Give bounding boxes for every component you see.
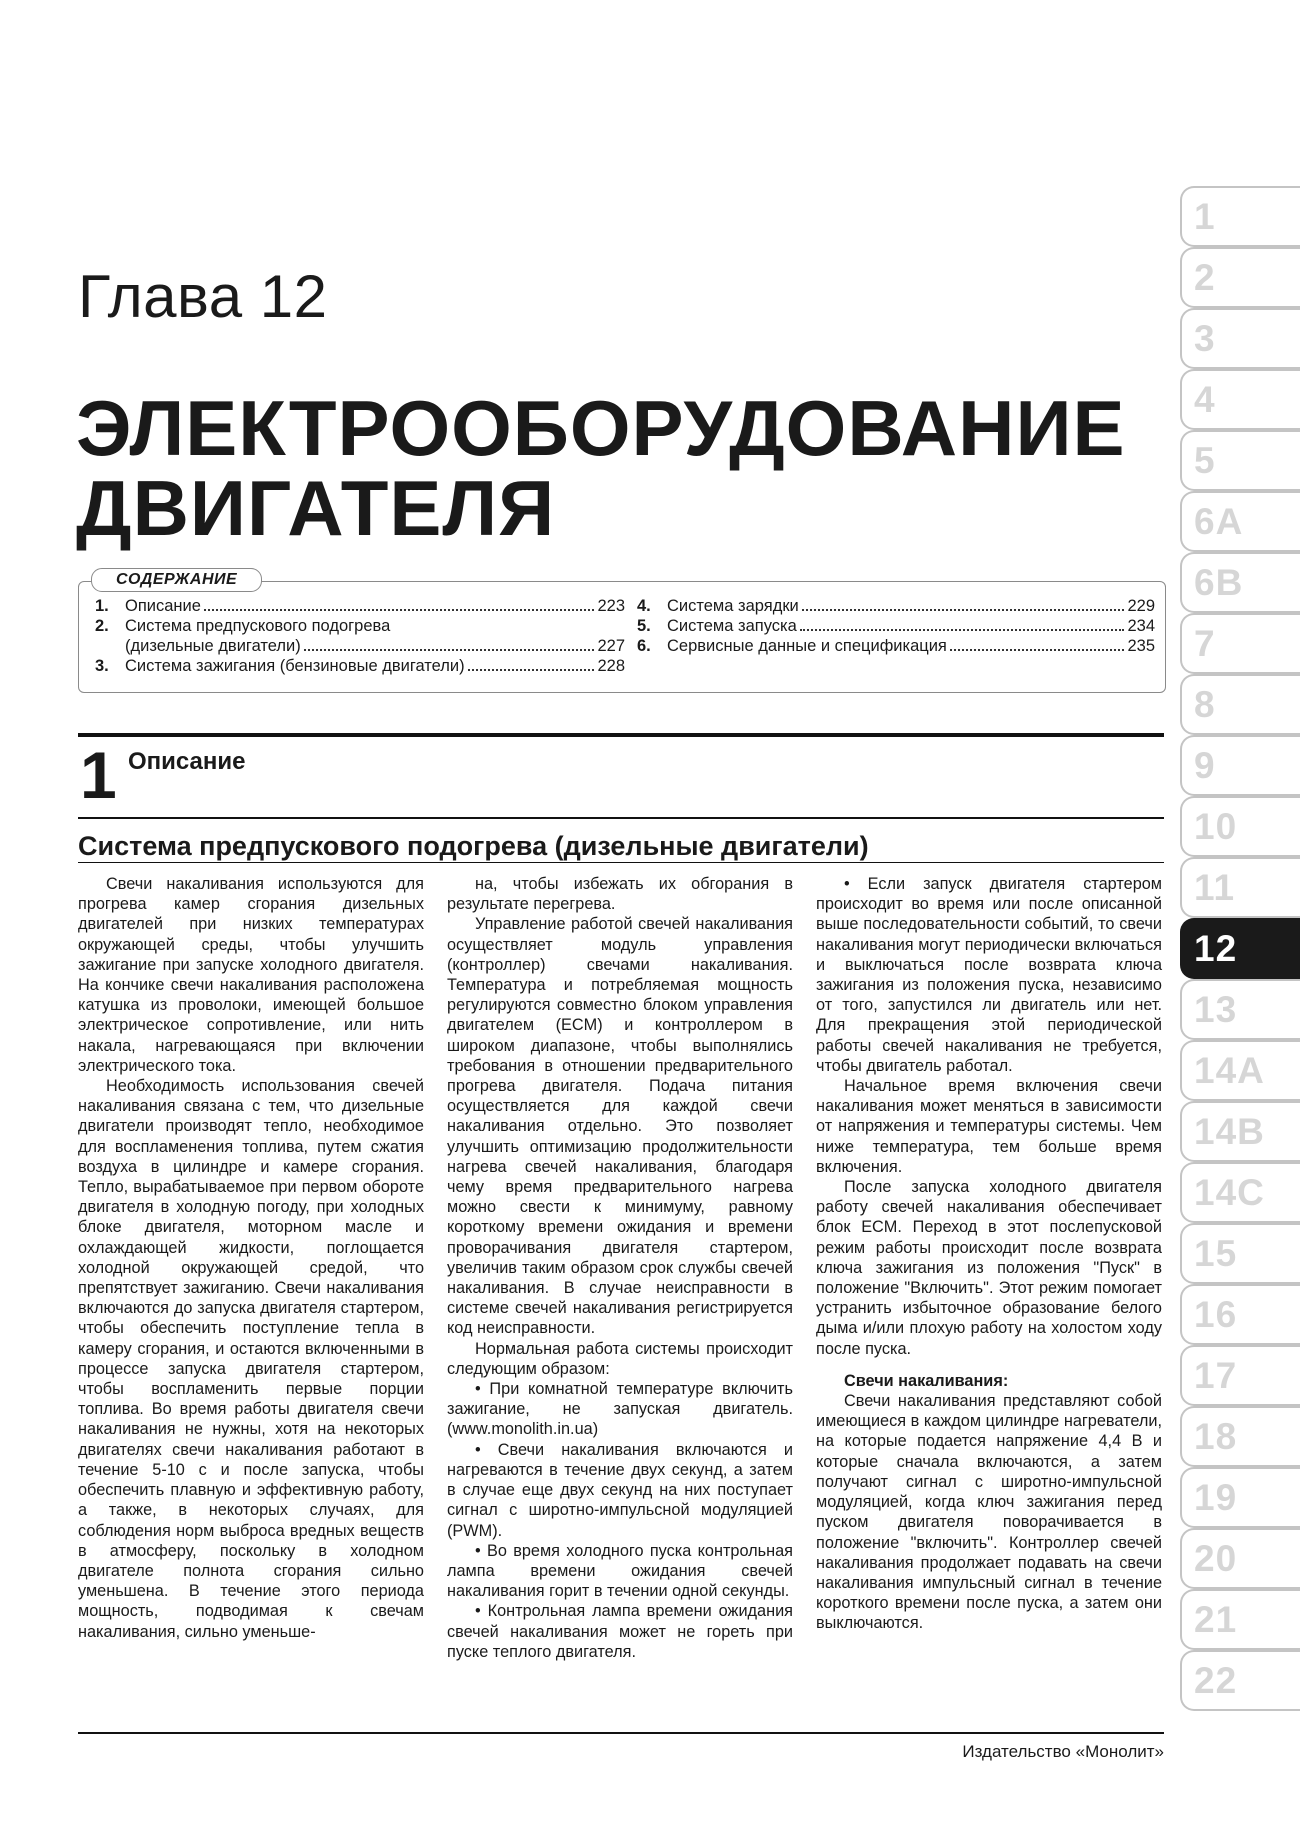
bullet-paragraph: • Контрольная лампа времени ожидания свечей накаливания может не гореть при пуске теплого двигателя. xyxy=(447,1602,793,1661)
toc-entry-page: 228 xyxy=(597,657,625,675)
section-rule xyxy=(78,817,1164,819)
toc-heading: СОДЕРЖАНИЕ xyxy=(91,568,262,592)
paragraph: Управление работой свечей накаливания осуществляет модуль управления (контроллер) свечами накаливания. Температура и потребляемая мощность регулируются совместно блоком управления двигателем (ECM) и контроллером в широком диапазоне, чтобы выполнялись требования в отношении предварительного прогрева двигателя. Подача питания осуществляется для каждой свечи накаливания отдельно. Это позволяет улучшить оптимизацию продолжительности нагрева свечей накаливания, благодаря чему время предварительного нагрева можно свести к минимуму, равному короткому времени ожидания и времени проворачивания двигателя стартером, увеличив таким образом срок службы свечей накаливания. В случае неисправности в системе свечей накаливания регистрируется код неисправности. xyxy=(447,915,793,1338)
toc-entry xyxy=(95,596,625,616)
toc-entry-title: Система зажигания (бензиновые двигатели) xyxy=(125,657,465,675)
toc-entry-number: 6. xyxy=(637,637,651,655)
toc-leader-dots xyxy=(468,669,595,671)
toc-entry-page: 235 xyxy=(1127,637,1155,655)
chapter-tab-10[interactable]: 10 xyxy=(1180,796,1300,857)
bullet-paragraph: • Свечи накаливания включаются и нагреваются в течение двух секунд, а затем в случае еще двух секунд на них поступает сигнал с широтно-импульсной модуляцией (PWM). xyxy=(447,1440,793,1540)
toc-entry-page: 234 xyxy=(1127,617,1155,635)
toc-entry-title: Система предпускового подогрева xyxy=(125,617,391,635)
chapter-label: Глава 12 xyxy=(78,263,328,330)
subsection-title: Система предпускового подогрева (дизельные двигатели) xyxy=(78,831,869,861)
toc-entry-title: Система запуска xyxy=(667,617,797,635)
chapter-tab-21[interactable]: 21 xyxy=(1180,1589,1300,1650)
toc-entry xyxy=(637,636,1155,656)
toc-entry-number: 1. xyxy=(95,597,109,615)
toc-leader-dots xyxy=(304,649,595,651)
toc-leader-dots xyxy=(204,609,595,611)
chapter-tab-6b[interactable]: 6B xyxy=(1180,552,1300,613)
paragraph: Свечи накаливания используются для прогрева камер сгорания дизельных двигателей при низких температурах окружающей среды, чтобы улучшить зажигание при запуске холодного двигателя. На кончике свечи накаливания расположена катушка из проволоки, имеющей большое электрическое сопротивление, или нить накала, нагревающаяся при включении электрического тока. xyxy=(78,875,424,1075)
chapter-tab-3[interactable]: 3 xyxy=(1180,308,1300,369)
toc-leader-dots xyxy=(800,629,1125,631)
toc-entry-page: 227 xyxy=(597,637,625,655)
chapter-tab-14b[interactable]: 14B xyxy=(1180,1101,1300,1162)
toc-entry-title: Система зарядки xyxy=(667,597,799,615)
chapter-tab-15[interactable]: 15 xyxy=(1180,1223,1300,1284)
chapter-tab-16[interactable]: 16 xyxy=(1180,1284,1300,1345)
chapter-tab-13[interactable]: 13 xyxy=(1180,979,1300,1040)
chapter-tabs xyxy=(1180,186,1300,1711)
chapter-tab-17[interactable]: 17 xyxy=(1180,1345,1300,1406)
section-number: 1 xyxy=(80,738,117,812)
toc-entry-number: 2. xyxy=(95,617,109,635)
bullet-paragraph: • Во время холодного пуска контрольная лампа времени ожидания свечей накаливания горит в течении одной секунды. xyxy=(447,1541,793,1601)
toc-entry xyxy=(95,616,625,636)
text-column-3 xyxy=(816,874,1162,1634)
toc-entry xyxy=(637,596,1155,616)
text-column-1 xyxy=(78,874,424,1642)
chapter-tab-22[interactable]: 22 xyxy=(1180,1650,1300,1711)
chapter-tab-2[interactable]: 2 xyxy=(1180,247,1300,308)
toc-entry-number: 4. xyxy=(637,597,651,615)
chapter-title-line2: ДВИГАТЕЛЯ xyxy=(76,464,556,552)
chapter-tab-7[interactable]: 7 xyxy=(1180,613,1300,674)
toc-entry-page: 229 xyxy=(1127,597,1155,615)
chapter-tab-9[interactable]: 9 xyxy=(1180,735,1300,796)
section-rule-top xyxy=(78,733,1164,737)
toc-leader-dots xyxy=(802,609,1125,611)
glow-plugs-heading: Свечи накаливания: xyxy=(844,1371,1009,1390)
chapter-tab-20[interactable]: 20 xyxy=(1180,1528,1300,1589)
paragraph: Свечи накаливания представляют собой имеющиеся в каждом цилиндре нагреватели, на которые подается напряжение 4,4 В и которые сначала включаются, а затем получают сигнал с широтно-импульсной модуляцией, когда ключ зажигания перед пуском двигателя поворачивается в положение "включить". Контроллер свечей накаливания продолжает подавать на свечи накаливания импульсный сигнал в течение короткого времени после пуска, а затем они выключаются. xyxy=(816,1392,1162,1633)
chapter-tab-6a[interactable]: 6A xyxy=(1180,491,1300,552)
paragraph: Нормальная работа системы происходит следующим образом: xyxy=(447,1339,793,1378)
chapter-title xyxy=(76,384,1126,552)
toc-entry xyxy=(95,656,625,676)
toc-entry-title: (дизельные двигатели) xyxy=(125,637,301,655)
toc-leader-dots xyxy=(950,649,1125,651)
toc-entry xyxy=(637,616,1155,636)
chapter-tab-14c[interactable]: 14C xyxy=(1180,1162,1300,1223)
toc-entry-number: 3. xyxy=(95,657,109,675)
footer-rule xyxy=(78,1732,1164,1734)
chapter-tab-4[interactable]: 4 xyxy=(1180,369,1300,430)
publisher-footer: Издательство «Монолит» xyxy=(962,1742,1164,1761)
table-of-contents xyxy=(78,571,1166,693)
chapter-title-line1: ЭЛЕКТРООБОРУДОВАНИЕ xyxy=(76,384,1126,472)
toc-entry-title: Сервисные данные и спецификация xyxy=(667,637,947,655)
chapter-tab-11[interactable]: 11 xyxy=(1180,857,1300,918)
chapter-tab-12[interactable]: 12 xyxy=(1180,918,1300,979)
chapter-tab-14a[interactable]: 14A xyxy=(1180,1040,1300,1101)
toc-entry xyxy=(95,636,625,656)
paragraph: Начальное время включения свечи накаливания может меняться в зависимости от напряжения и температуры системы. Чем ниже температура, тем больше время включения. xyxy=(816,1077,1162,1176)
toc-entry-page: 223 xyxy=(597,597,625,615)
toc-right-column xyxy=(637,596,1155,656)
toc-left-column xyxy=(95,596,625,676)
toc-entry-number: 5. xyxy=(637,617,651,635)
chapter-tab-5[interactable]: 5 xyxy=(1180,430,1300,491)
paragraph: на, чтобы избежать их обгорания в результате перегрева. xyxy=(447,875,793,914)
chapter-tab-1[interactable]: 1 xyxy=(1180,186,1300,247)
section-title: Описание xyxy=(128,748,246,775)
paragraph: Необходимость использования свечей накаливания связана с тем, что дизельные двигатели производят тепло, необходимое для воспламенения топлива, путем сжатия воздуха в цилиндре и камере сгорания. Тепло, вырабатываемое при первом обороте двигателя в холодную погоду, при холодных блоке двигателя, моторном масле и охлаждающей жидкости, поглощается холодной окружающей средой, что препятствует зажиганию. Свечи накаливания включаются до запуска двигателя стартером, чтобы обеспечить поступление тепла в камеру сгорания, и остаются включенными в процессе запуска двигателя стартером, чтобы воспламенить первые порции топлива. Во время работы двигателя свечи накаливания не нужны, хотя на некоторых двигателях свечи накаливания работают в течение 5-10 с и после запуска, чтобы обеспечить плавную и эффективную работу, а также, в некоторых случаях, для соблюдения норм выброса вредных веществ в атмосферу, поскольку в холодном двигателе полнота сгорания сильно уменьшена. В течение этого периода мощность, подводимая к свечам накаливания, сильно уменьше- xyxy=(78,1077,424,1641)
chapter-tab-18[interactable]: 18 xyxy=(1180,1406,1300,1467)
paragraph: После запуска холодного двигателя работу свечей накаливания обеспечивает блок ECM. Переход в этот послепусковой режим работы происходит после возврата ключа зажигания из положения "Пуск" в положение "Включить". Этот режим помогает устранить избыточное образование белого дыма и/или плохую работу на холостом ходу после пуска. xyxy=(816,1178,1162,1358)
chapter-tab-19[interactable]: 19 xyxy=(1180,1467,1300,1528)
bullet-paragraph: • Если запуск двигателя стартером происходит во время или после описанной выше последовательности событий, то свечи накаливания могут периодически включаться и выключаться после возврата ключа зажигания из положения пуска, независимо от того, запустился ли двигатель или нет. Для прекращения этой периодической работы свечей накаливания не требуется, чтобы двигатель работал. xyxy=(816,875,1162,1075)
subsection-rule xyxy=(78,862,1164,863)
text-column-2 xyxy=(447,874,793,1662)
bullet-paragraph: • При комнатной температуре включить зажигание, не запуская двигатель. (www.monolith.in.ua) xyxy=(447,1380,793,1439)
toc-entry-title: Описание xyxy=(125,597,201,615)
chapter-tab-8[interactable]: 8 xyxy=(1180,674,1300,735)
